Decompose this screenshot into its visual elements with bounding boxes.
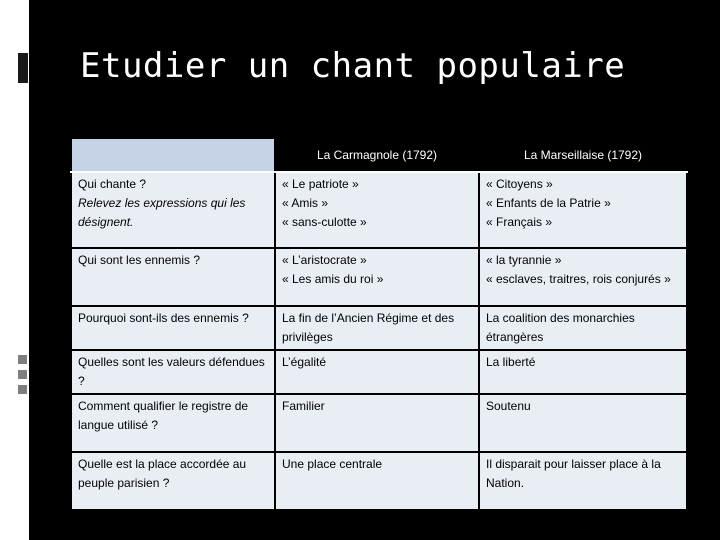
- cell-line: Qui sont les ennemis ?: [78, 253, 201, 267]
- cell-line: Une place centrale: [282, 457, 383, 471]
- cell-line: Soutenu: [486, 399, 531, 413]
- cell-line: Familier: [282, 399, 325, 413]
- marseillaise-cell: [479, 248, 687, 306]
- cell-line: Quelles sont les valeurs défendues ?: [78, 355, 265, 388]
- cell-line: Comment qualifier le registre de langue utilisé ?: [78, 399, 249, 432]
- cell-line: « Citoyens »: [486, 177, 553, 191]
- question-cell: [71, 306, 275, 350]
- cell-line: Qui chante ?: [78, 177, 147, 191]
- table-row: [71, 350, 687, 394]
- marseillaise-cell: [479, 306, 687, 350]
- cell-line: La coalition des monarchies étrangères: [486, 311, 635, 344]
- marseillaise-cell: [479, 394, 687, 452]
- table-header-row: [71, 138, 687, 172]
- cell-line: Quelle est la place accordée au peuple parisien ?: [78, 457, 247, 490]
- cell-line: Relevez les expressions qui les désignent.: [78, 196, 246, 229]
- cell-line: « sans-culotte »: [282, 215, 367, 229]
- cell-line: « Français »: [486, 215, 553, 229]
- decorative-square: [18, 355, 27, 364]
- question-cell: [71, 248, 275, 306]
- marseillaise-cell: [479, 452, 687, 510]
- cell-line: « Amis »: [282, 196, 329, 210]
- header-empty-cell: [71, 138, 275, 172]
- marseillaise-cell: [479, 172, 687, 248]
- cell-line: « Le patriote »: [282, 177, 359, 191]
- header-marseillaise: La Marseillaise (1792): [479, 138, 687, 172]
- question-cell: [71, 172, 275, 248]
- cell-line: L’égalité: [282, 355, 327, 369]
- carmagnole-cell: [275, 394, 479, 452]
- marseillaise-cell: [479, 350, 687, 394]
- question-cell: [71, 350, 275, 394]
- cell-line: Il disparait pour laisser place à la Nation.: [486, 457, 661, 490]
- title-accent-bar: [18, 53, 28, 83]
- table-row: [71, 248, 687, 306]
- cell-line: « la tyrannie »: [486, 253, 562, 267]
- header-carmagnole: La Carmagnole (1792): [275, 138, 479, 172]
- carmagnole-cell: [275, 172, 479, 248]
- question-cell: [71, 394, 275, 452]
- cell-line: La fin de l’Ancien Régime et des privilèges: [282, 311, 455, 344]
- table-row: [71, 394, 687, 452]
- table-row: [71, 172, 687, 248]
- cell-line: Pourquoi sont-ils des ennemis ?: [78, 311, 249, 325]
- cell-line: « Les amis du roi »: [282, 272, 384, 286]
- decorative-square: [18, 385, 27, 394]
- cell-line: La liberté: [486, 355, 536, 369]
- table-row: [71, 306, 687, 350]
- cell-line: « esclaves, traitres, rois conjurés »: [486, 272, 671, 286]
- question-cell: [71, 452, 275, 510]
- table-row: [71, 452, 687, 510]
- slide-title: Etudier un chant populaire: [80, 46, 626, 86]
- cell-line: « L’aristocrate »: [282, 253, 367, 267]
- carmagnole-cell: [275, 248, 479, 306]
- carmagnole-cell: [275, 350, 479, 394]
- comparison-table: [70, 137, 688, 511]
- cell-line: « Enfants de la Patrie »: [486, 196, 611, 210]
- decorative-square: [18, 370, 27, 379]
- carmagnole-cell: [275, 452, 479, 510]
- carmagnole-cell: [275, 306, 479, 350]
